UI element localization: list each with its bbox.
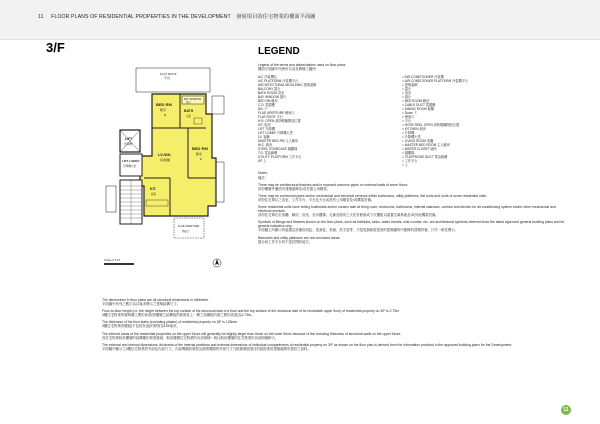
bath-label: BATH (184, 109, 194, 113)
bay-window-label: BAY WINDOW (184, 98, 202, 101)
legend-intro-en: Legend of the terms and abbreviations used on floor plans (258, 63, 346, 67)
lift-lobby-label: LIFT LOBBY (122, 159, 140, 163)
side-projection (212, 96, 224, 114)
legend-note-en: Some residential units have ceiling bulkheads and/or sunken slab at living room, bedrooms, bathrooms, internal staircase, corridor and kitchen for air-conditioning system and/or other mechanical and electrical services. (258, 204, 556, 214)
legend-meaning: = DINING ROOM 飯廳 (402, 107, 434, 112)
legend-grid (258, 75, 568, 167)
legend-term: MASTER BED RM 主人睡房 (258, 139, 299, 144)
legend-term: STEEL STAIRCASE 鋼樓梯 (258, 147, 298, 152)
legend-note-cn: 部份住宅單位於客廳、睡房、浴室、室內樓梯、走廊及廚房之天花有跌級或下沉樓板以裝置空調系統及/或其他機電設備。 (258, 213, 439, 218)
lift-lobby-label-cn: 升降機大堂 (123, 165, 136, 168)
legend-term: T.D. 電話線槽 (258, 151, 278, 156)
legend-note-cn: 部份樓層外牆設有建築裝飾及/或外露公用喉管。 (258, 186, 331, 191)
legend-term: BATH ROOM 浴室 (258, 91, 285, 96)
legend-meaning: = 升降機大堂 (402, 135, 421, 140)
header-bar (0, 0, 600, 40)
legend-term: ARCHITECTURAL MOULDING 建築裝飾 (258, 83, 317, 88)
legend-intro (258, 63, 568, 71)
legend-meaning: = 工作平台 (402, 159, 418, 164)
scale-label: Scale 0 (104, 258, 115, 262)
legend-note-cn: 平面圖上所顯示的裝置及設備如浴缸、洗滌盆、坐廁、洗手盆等，只是從最新經批准的建築圖則中節錄的建築符號，只作一般性標示。 (258, 228, 459, 233)
legend-term: LIFT LOBBY 升降機大堂 (258, 131, 293, 136)
legend-term: KIT. 廚房 (258, 123, 271, 128)
legend-meaning: = 平台 (402, 119, 412, 124)
legend-meaning: = CABLE DUCT 電纜槽 (402, 103, 436, 108)
legend-notes (258, 171, 568, 243)
legend-meaning: = 鋼樓梯 (402, 151, 415, 156)
header-number: 11 (38, 14, 44, 20)
legend-meaning: = HOSE REEL OPEN 消防喉轆開放位置 (402, 123, 460, 128)
flat-unit-area (140, 94, 216, 216)
page-number-badge: 11 (561, 405, 571, 415)
floor-note-en: The dimensions in floor plans are all structural dimensions in millimetre. (102, 298, 210, 302)
legend-term: BAY WINDOW 窗台 (258, 95, 287, 100)
legend-note-en: There may be communal pipes and/or mechanical and electrical services within bathrooms, utility platforms, flat roofs and roofs of some residential units. (258, 193, 487, 198)
floor-note-cn: 因住宅物業較高樓層的結構牆的厚度遞減，較高樓層住宅物業的內部面積一般比較低樓層的住宅物業的內部面積稍大。 (102, 335, 279, 340)
scale-bar-graphic (104, 263, 134, 265)
legend-meaning: = 煙囪口 (402, 115, 415, 120)
bed-room-a-label: BED RM (156, 102, 172, 107)
flat-a-tag: A (164, 113, 167, 117)
kitchen-label-cn: 廚房 (151, 193, 157, 196)
floor-note-en: The internal areas of the residential properties on the upper floors will generally be slightly larger than those on the lower floors because of the reducing thickness of structural walls on the upper floors. (102, 331, 402, 336)
floor-label: 3/F (46, 40, 65, 55)
legend-meaning: = TELEPHONE DUCT 電話線槽 (402, 155, 448, 160)
flue-aperture-label-cn: 煙囪口 (182, 230, 190, 233)
legend-term: A/C 冷氣機位 (258, 75, 277, 80)
flue-aperture-label: FLUE APERTURE (178, 225, 200, 228)
side-projection (216, 162, 224, 202)
notes-label-cn: 備註: (258, 175, 266, 180)
legend-notes-heading (258, 171, 568, 179)
legend-intro-cn: 樓面平面圖中所使用名詞及簡稱之圖例 (258, 67, 316, 72)
legend-meaning: = LIVING ROOM 客廳 (402, 139, 434, 144)
legend-term: A/C PLATFORM 冷氣機平台 (258, 79, 299, 84)
floor-note-cn: 平面圖中顯示之3樓住宅物業的外部及內部尺寸、內部間隔的厚度及個別間隔的外部尺寸乃根據發展項目的經批准的建築圖則所提供之資料。 (102, 346, 311, 351)
legend-meaning: = WATER CLOSET 廁所 (402, 147, 437, 152)
floor-note (102, 332, 562, 340)
side-projection (106, 186, 116, 212)
legend-meaning: = Down 下 (402, 111, 417, 116)
legend-term: FLUE APERTURE 煙囪口 (258, 111, 295, 116)
floor-note-en: The thickness of the floor slabs (excluding plaster) of residential property on 3/F is 125mm. (102, 320, 239, 325)
notes-label: Notes: (258, 171, 268, 176)
floor-note (102, 298, 562, 306)
floor-note (102, 320, 562, 328)
kitchen-label: KIT. (150, 187, 157, 191)
legend-meaning: = 上 (402, 163, 408, 168)
floor-note-cn: 3樓住宅物業的層與層之間的高度(即樓層之結構板的面與其上一層之結構板的面之間的高度)為2.75m。 (102, 313, 255, 318)
legend-note-en: There may be architectural features and/or exposed common pipes on external walls of some floors. (258, 182, 409, 187)
north-arrow-icon (212, 258, 222, 268)
header-title-cn: 發展項目的住宅物業的樓面平面圖 (236, 14, 316, 20)
legend-term: LIFT 升降機 (258, 127, 275, 132)
bed-room-b-label: BED RM (192, 146, 208, 151)
floor-note-en: Floor-to-floor height (i.e. the height between the top surface of the structural slab of a floor and the top surface of the structural slab of its immediate upper floor) of residential property on 3/F is 2.75m (102, 309, 400, 314)
legend-term: DN. 下 (258, 107, 268, 112)
floor-plan (100, 66, 240, 264)
legend-meaning: = KITCHEN 廚房 (402, 127, 426, 132)
floor-note (102, 343, 562, 351)
legend-right-column (402, 75, 562, 167)
legend-meaning: = MASTER BED ROOM 主人睡房 (402, 143, 450, 148)
legend-left-column (258, 75, 394, 167)
legend-panel (258, 46, 568, 247)
legend-note-cn: 露台和工作平台均不是封閉的地方。 (258, 239, 313, 244)
floor-note-cn: 平面圖中所列之數字為以毫米標示之建築結構尺寸。 (102, 302, 180, 307)
legend-meaning: = 窗台 (402, 95, 412, 100)
legend-note (258, 220, 568, 232)
living-dining-label: LV./DN. (158, 152, 172, 157)
legend-term: LV. 客廳 (258, 135, 270, 140)
legend-term: W.C. 廁所 (258, 143, 273, 148)
legend-meaning: = 露台 (402, 87, 412, 92)
flat-b-tag: 1 (200, 157, 202, 161)
scale-unit: 5 M (114, 258, 120, 262)
legend-term: H.R. OPEN 消防喉轆開放位置 (258, 119, 301, 124)
living-dining-label-cn: 客/飯廳 (160, 158, 170, 162)
legend-note-en: Balconies and utility platforms are non-enclosed areas. (258, 235, 341, 240)
lift-label-cn: 升降機 (124, 143, 132, 146)
legend-term: BED RM 睡房 (258, 99, 278, 104)
bay-window-label-cn: 窗台 (186, 101, 191, 104)
legend-term: BALCONY 露台 (258, 87, 281, 92)
legend-note-en: Symbols of fittings and fitments shown on the floor plans, such as bathtubs, sinks, water closets, sink counter, etc. are architectural symbols retrieved from the latest approved general building plans and for general indication only. (258, 220, 565, 229)
flat-roof-label: FLAT ROOF (160, 72, 177, 76)
legend-term: C.D. 電纜槽 (258, 103, 275, 108)
bath-label-cn: 浴室 (186, 115, 192, 118)
floor-note-en: The external and internal dimensions, thickness of the internal partitions and external dimensions of individual compartments of residential property on 3/F as shown on the floor plan is derived from the information provided in the approved building plans for the Development. (102, 342, 513, 347)
legend-note (258, 194, 568, 202)
lift-label: LIFT (125, 137, 133, 141)
legend-note-cn: 部份住宅單位之浴室、工作平台、平台及天台或設有公用喉管及/或機電設備。 (258, 197, 375, 202)
legend-meaning: = BED ROOM 睡房 (402, 99, 430, 104)
legend-note (258, 236, 568, 244)
flue-aperture-box (174, 218, 204, 238)
legend-meaning: = 建築裝飾 (402, 83, 418, 88)
bed-room-b-label-cn: 睡房 (196, 152, 203, 156)
legend-note (258, 183, 568, 191)
legend-term: UP 上 (258, 159, 267, 164)
legend-note (258, 205, 568, 217)
header-title-en: FLOOR PLANS OF RESIDENTIAL PROPERTIES IN THE DEVELOPMENT (51, 14, 231, 20)
legend-title: LEGEND (258, 46, 300, 57)
legend-meaning: = AIR-CONDITIONER 冷氣機 (402, 75, 444, 80)
floor-note-cn: 3樓住宅物業的樓板(不包括灰泥)的厚度為125毫米。 (102, 324, 180, 329)
floor-note (102, 309, 562, 317)
flat-roof-label-cn: 平台 (164, 76, 171, 80)
legend-meaning: = AIR-CONDITIONER PLATFORM 冷氣機平台 (402, 79, 469, 84)
bed-room-a-label-cn: 睡房 (160, 108, 167, 112)
legend-meaning: = 升降機 (402, 131, 415, 136)
floor-notes (102, 298, 562, 354)
legend-meaning: = 浴室 (402, 91, 412, 96)
header-title (38, 13, 316, 20)
legend-term: FLAT ROOF 平台 (258, 115, 283, 120)
scale-bar (104, 258, 134, 265)
legend-term: UTILITY PLATFORM 工作平台 (258, 155, 302, 160)
floor-plan-drawing (100, 66, 240, 264)
